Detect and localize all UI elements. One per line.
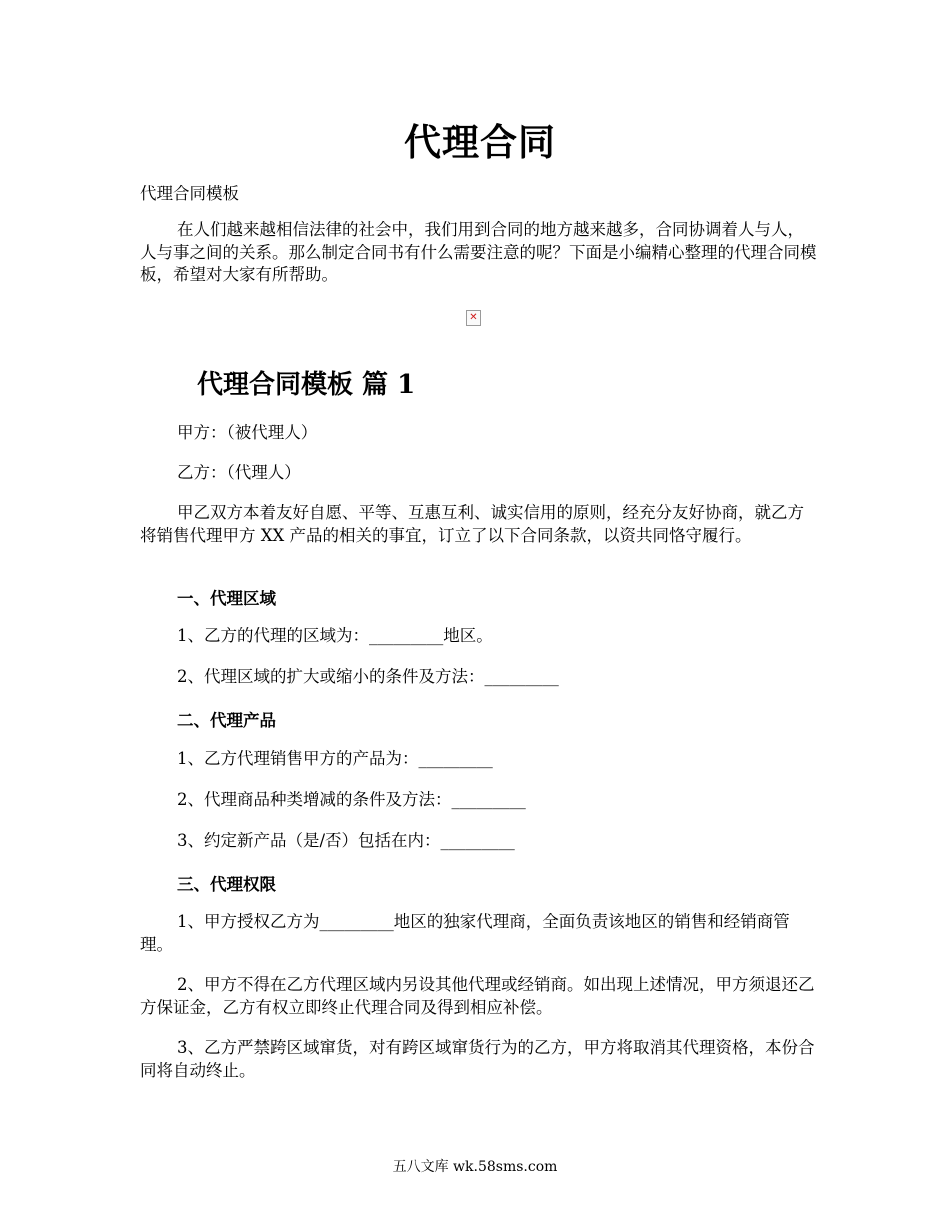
clause-heading-authority: 三、代理权限 [177, 875, 276, 894]
clause-item: 2、代理商品种类增减的条件及方法：_________ [177, 790, 526, 809]
clause-heading-product: 二、代理产品 [177, 711, 276, 730]
clause-item: 3、乙方严禁跨区域窜货，对有跨区域窜货行为的乙方，甲方将取消其代理资格，本份合同将自动终止。 [140, 1038, 815, 1080]
party-a-line: 甲方：（被代理人） [177, 423, 318, 442]
preamble-paragraph: 甲乙双方本着友好自愿、平等、互惠互利、诚实信用的原则，经充分友好协商，就乙方将销售代理甲方 XX 产品的相关的事宜，订立了以下合同条款，以资共同恪守履行。 [140, 503, 804, 545]
document-page [140, 0, 820, 1230]
party-b-line: 乙方：（代理人） [177, 463, 301, 482]
clause-item: 1、乙方的代理的区域为：_________地区。 [177, 626, 493, 645]
section-heading: 代理合同模板 篇 1 [197, 370, 416, 400]
document-subtitle: 代理合同模板 [140, 184, 239, 203]
intro-paragraph: 在人们越来越相信法律的社会中，我们用到合同的地方越来越多，合同协调着人与人，人与事之间的关系。那么制定合同书有什么需要注意的呢？下面是小编精心整理的代理合同模板，希望对大家有所帮助。 [140, 220, 817, 284]
clause-heading-region: 一、代理区域 [177, 589, 276, 608]
clause-item: 3、约定新产品（是/否）包括在内：_________ [177, 831, 515, 850]
page-footer: 五八文库 wk.58sms.com [392, 1159, 558, 1175]
clause-item: 2、代理区域的扩大或缩小的条件及方法：_________ [177, 667, 559, 686]
clause-item: 2、甲方不得在乙方代理区域内另设其他代理或经销商。如出现上述情况，甲方须退还乙方保证金，乙方有权立即终止代理合同及得到相应补偿。 [140, 975, 815, 1017]
clause-item: 1、甲方授权乙方为_________地区的独家代理商，全面负责该地区的销售和经销商管理。 [140, 912, 790, 954]
document-title: 代理合同 [404, 120, 556, 164]
broken-image-icon: ✕ [466, 310, 481, 326]
clause-item: 1、乙方代理销售甲方的产品为：_________ [177, 749, 493, 768]
